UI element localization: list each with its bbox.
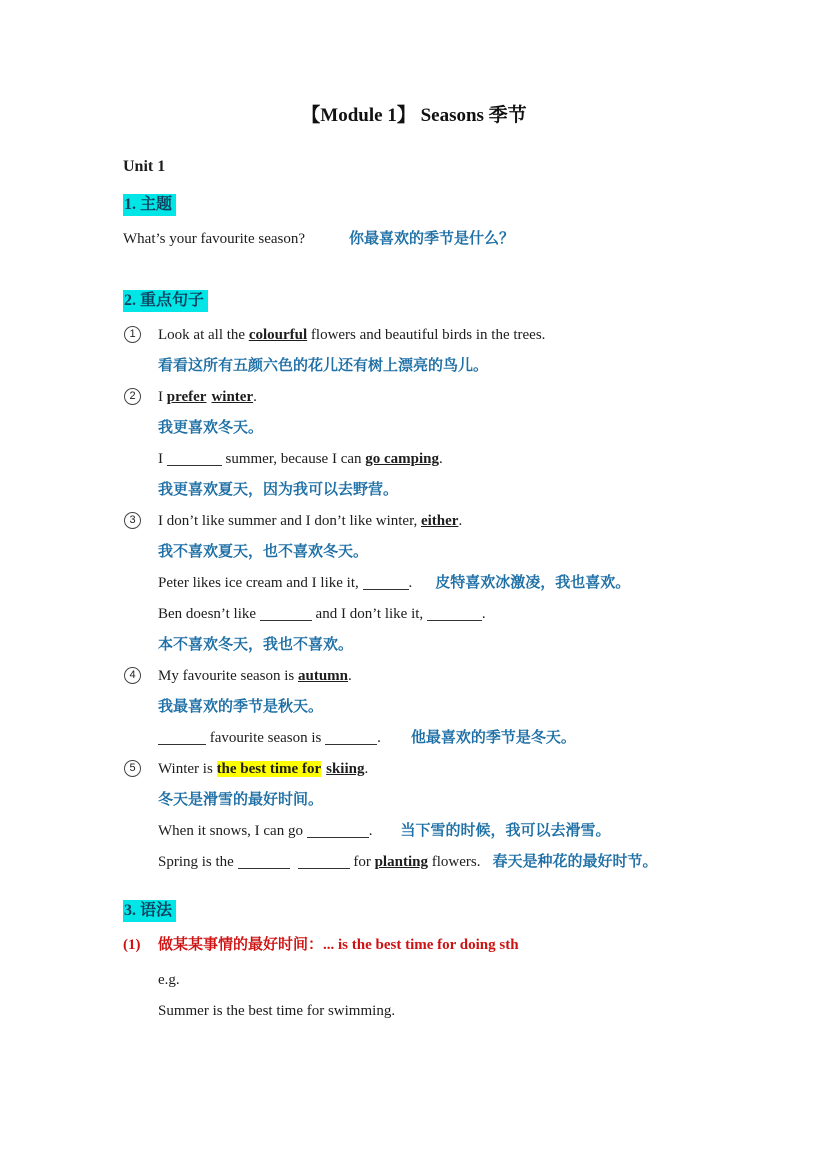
translation-zh: 他最喜欢的季节是冬天。 [410,730,576,746]
section1-heading [123,194,737,216]
translation-zh: 我更喜欢夏天，因为我可以去野营。 [158,482,399,498]
rule-zh: 做某某事情的最好时间： [158,937,324,953]
blank-line [238,854,290,869]
circled-number-3: 3 [124,512,141,529]
highlighted-phrase: the best time for [216,761,322,777]
unit-label: Unit 1 [123,158,166,175]
section1-heading-text: 1. 主题 [123,194,176,216]
blank-line [427,606,482,621]
item3-sentence-zh [123,542,737,562]
key-word: go camping [365,451,440,467]
circled-number-1: 1 [124,326,141,343]
sentence-text: . [253,389,257,405]
translation-zh: 看看这所有五颜六色的花儿还有树上漂亮的鸟儿。 [158,358,489,374]
section3-heading-text: 3. 语法 [123,900,176,922]
item3-exercise2-en [123,604,737,624]
sentence-text: . [368,823,373,839]
eg-label: e.g. [158,972,180,988]
sentence-text: Spring is the [158,854,238,870]
translation-zh: 当下雪的时候，我可以去滑雪。 [400,823,611,839]
section2-heading [123,290,737,312]
item5-sentence-en [123,759,737,779]
translation-zh: 我不喜欢夏天，也不喜欢冬天。 [158,544,369,560]
key-word: prefer [166,389,207,405]
blank-line [260,606,312,621]
blank-line [158,730,206,745]
item3-sentence-en [123,511,737,531]
item4-sentence-zh [123,697,737,717]
blank-line [167,451,222,466]
item5-sentence-zh [123,790,737,810]
sentence-text: . [377,730,381,746]
item2-exercise-zh [123,480,737,500]
sentence-text: flowers and beautiful birds in the trees. [307,327,546,343]
question-zh: 你最喜欢的季节是什么？ [349,231,515,247]
item5-exercise1-en [123,821,737,841]
question-en: What’s your favourite season? [123,231,306,247]
circled-number-5: 5 [124,760,141,777]
item2-exercise-en [123,449,737,469]
sentence-text: for [349,854,375,870]
blank-line [363,575,409,590]
translation-zh: 冬天是滑雪的最好时间。 [158,792,324,808]
translation-zh: 春天是种花的最好时节。 [492,854,658,870]
key-word: colourful [248,327,308,343]
item2-sentence-zh [123,418,737,438]
sentence-text: My favourite season is [158,668,298,684]
blank-line [307,823,369,838]
sentence-text: I [158,451,167,467]
key-word: either [420,513,459,529]
blank-line [298,854,350,869]
sentence-text: When it snows, I can go [158,823,307,839]
section2-heading-text: 2. 重点句子 [123,290,208,312]
sentence-text: . [458,513,463,529]
sentence-text: Peter likes ice cream and I like it, [158,575,363,591]
sentence-text: and I don’t like it, [311,606,427,622]
key-word: planting [374,854,428,870]
page-title: 【Module 1】 Seasons 季节 [301,105,527,126]
translation-zh: 皮特喜欢冰激凌，我也喜欢。 [435,575,631,591]
item4-sentence-en [123,666,737,686]
rule-en: ... is the best time for doing sth [323,937,519,953]
translation-zh: 我最喜欢的季节是秋天。 [158,699,324,715]
sentence-text: . [439,451,443,467]
sentence-text: I [158,389,167,405]
sentence-text: Ben doesn’t like [158,606,260,622]
sentence-text: . [348,668,352,684]
example-sentence: Summer is the best time for swimming. [158,1003,396,1019]
item1-sentence-zh [123,356,737,376]
sentence-text: . [408,575,413,591]
key-word: winter [211,389,254,405]
sentence-text: Winter is [158,761,217,777]
item4-exercise-en [123,728,737,748]
circled-number-2: 2 [124,388,141,405]
translation-zh: 本不喜欢冬天，我也不喜欢。 [158,637,354,653]
rule-number: (1) [123,937,141,953]
key-word: autumn [297,668,349,684]
key-word: skiing [326,761,365,777]
item5-exercise2-en [123,852,737,872]
item3-exercise1-en [123,573,737,593]
translation-zh: 我更喜欢冬天。 [158,420,264,436]
item1-sentence-en [123,325,737,345]
sentence-text: summer, because I can [221,451,366,467]
sentence-text: flowers. [427,854,481,870]
sentence-text: favourite season is [206,730,326,746]
sentence-text: . [364,761,369,777]
sentence-text: I don’t like summer and I don’t like winter, [158,513,421,529]
circled-number-4: 4 [124,667,141,684]
section1-question-line [123,229,737,249]
grammar-rule [123,935,737,955]
sentence-text: . [481,606,486,622]
blank-line [325,730,377,745]
item3-exercise2-zh [123,635,737,655]
sentence-text: Look at all the [158,327,249,343]
section3-heading [123,900,737,922]
item2-sentence-en [123,387,737,407]
